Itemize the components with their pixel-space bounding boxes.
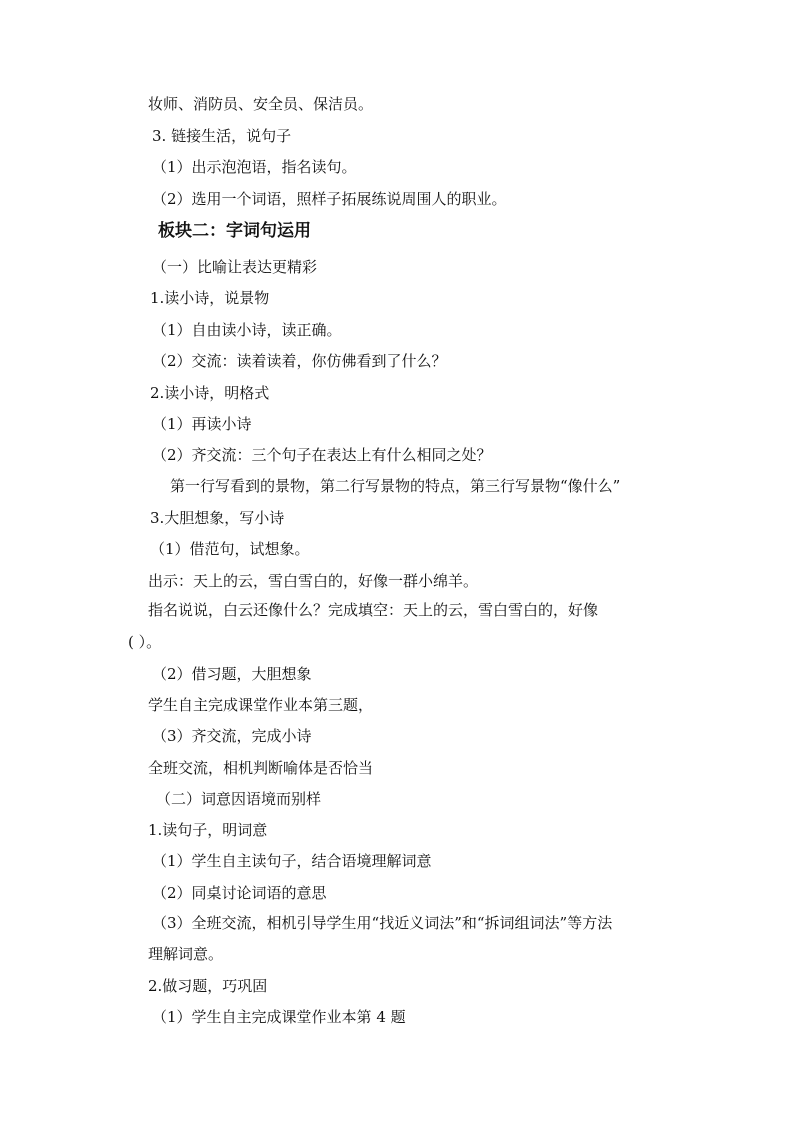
subsection-heading: （二）词意因语境而别样: [156, 790, 322, 808]
text-line: （1）出示泡泡语，指名读句。: [152, 158, 357, 176]
fill-blank-line: ( ）。: [128, 633, 162, 651]
subsection-heading: （一）比喻让表达更精彩: [152, 258, 318, 276]
text-line: （3）全班交流，相机引导学生用“找近义词法”和“拆词组词法”等方法: [152, 914, 613, 932]
step-heading: 3.大胆想象，写小诗: [150, 509, 285, 527]
text-line: （1）自由读小诗，读正确。: [152, 321, 342, 339]
step-heading: 2.读小诗，明格式: [150, 384, 270, 402]
text-line: （2）借习题，大胆想象: [152, 665, 312, 683]
step-heading: 1.读句子，明词意: [148, 821, 268, 839]
text-line: （1）再读小诗: [152, 415, 252, 433]
section-heading: 板块二：字词句运用: [158, 221, 311, 241]
step-heading: 1.读小诗，说景物: [150, 289, 270, 307]
text-line: 指名说说，白云还像什么？完成填空：天上的云，雪白雪白的，好像: [148, 601, 599, 619]
text-line: （1）借范句，试想象。: [150, 540, 310, 558]
text-line: （3）齐交流，完成小诗: [152, 727, 312, 745]
text-line: （1）学生自主读句子，结合语境理解词意: [152, 852, 432, 870]
text-line: 学生自主完成课堂作业本第三题，: [148, 696, 374, 714]
text-line: 全班交流，相机判断喻体是否恰当: [148, 759, 374, 777]
text-line: （1）学生自主完成课堂作业本第 4 题: [152, 1008, 406, 1026]
text-line: （2）交流：读着读着，你仿佛看到了什么？: [152, 352, 447, 370]
text-line: （2）同桌讨论词语的意思: [152, 884, 327, 902]
text-line: （2）齐交流：三个句子在表达上有什么相同之处？: [152, 446, 492, 464]
step-heading: 2.做习题，巧巩固: [148, 977, 268, 995]
text-line: 第一行写看到的景物，第二行写景物的特点，第三行写景物“像什么”: [170, 477, 621, 495]
text-line: （2）选用一个词语，照样子拓展练说周围人的职业。: [152, 190, 507, 208]
step-heading: 3. 链接生活，说句子: [152, 127, 292, 145]
text-line: 妆师、消防员、安全员、保洁员。: [148, 95, 374, 113]
text-line: 理解词意。: [148, 945, 224, 963]
text-line: 出示：天上的云，雪白雪白的，好像一群小绵羊。: [148, 572, 479, 590]
